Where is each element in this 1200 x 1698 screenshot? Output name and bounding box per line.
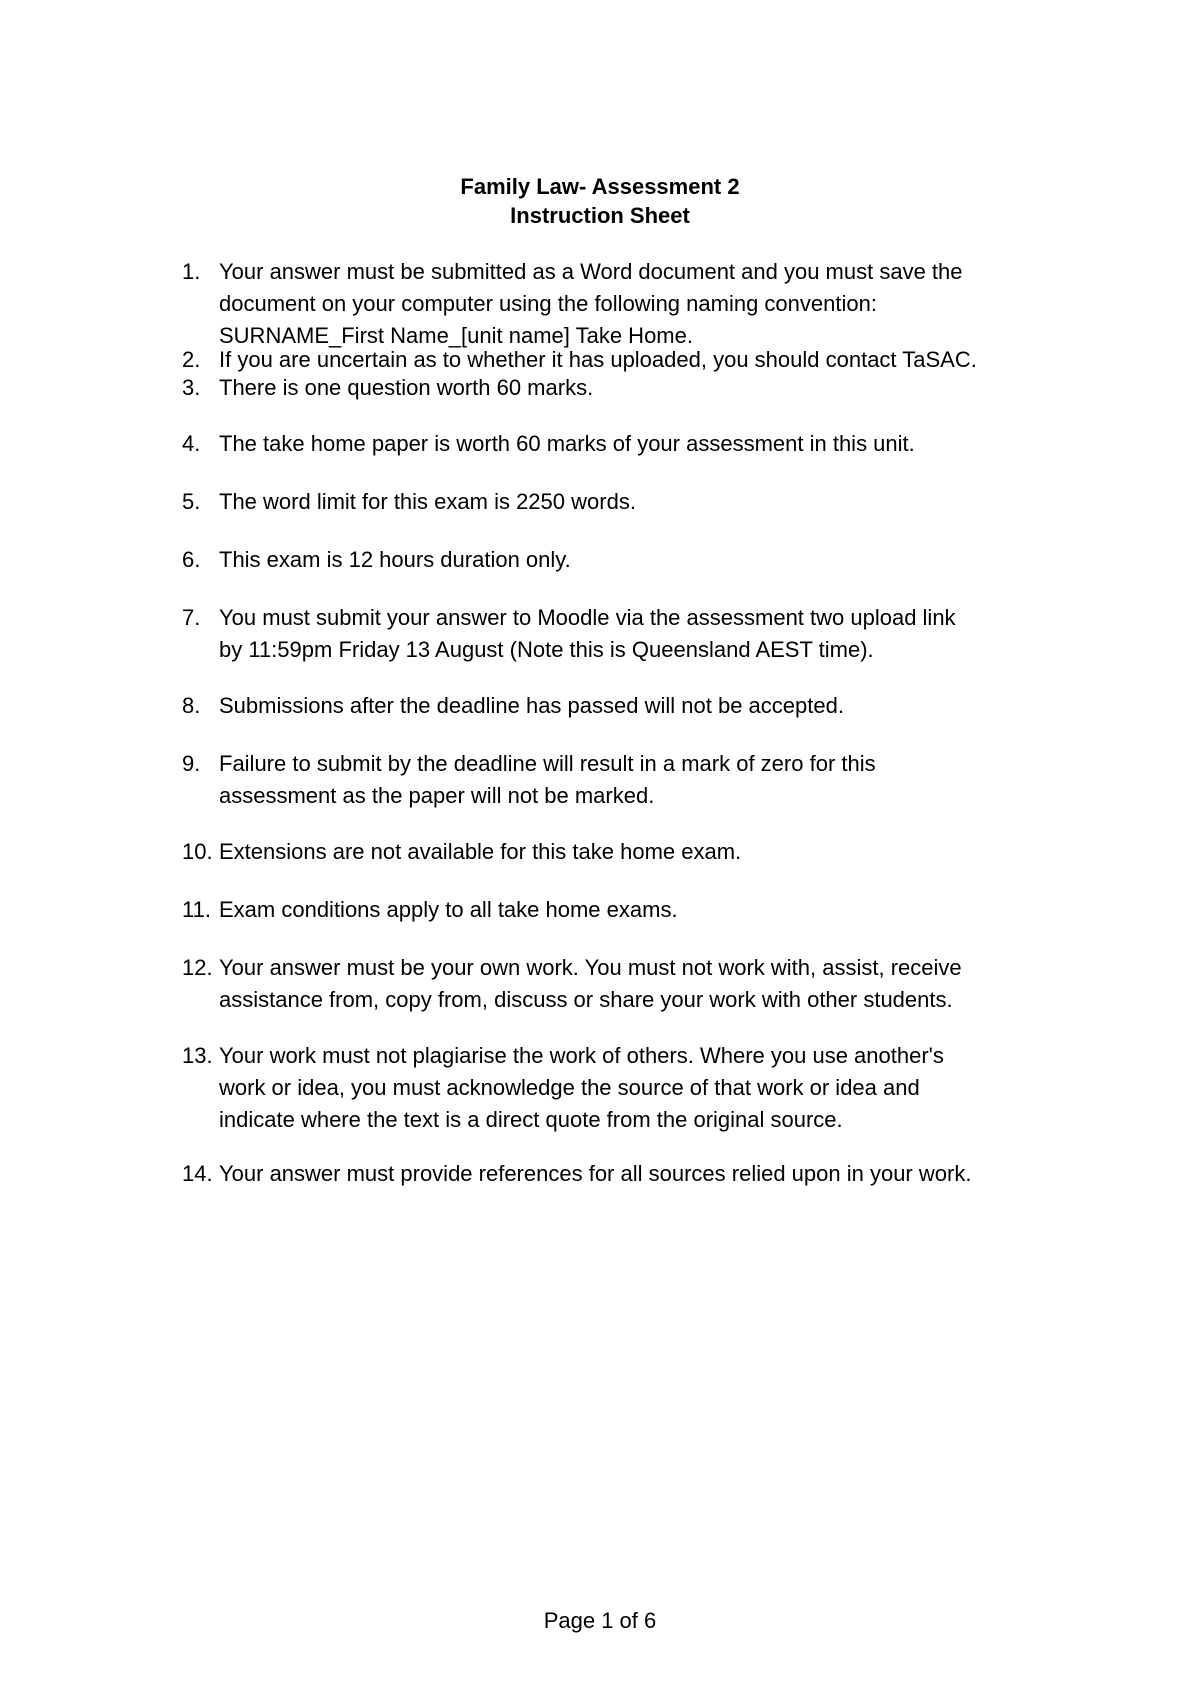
document-title: Family Law- Assessment 2	[460, 174, 740, 199]
instruction-text	[219, 894, 1079, 926]
title-block	[0, 172, 1200, 230]
instruction-text	[219, 952, 1079, 1016]
instruction-text	[219, 690, 1079, 722]
instruction-text	[219, 748, 1079, 812]
instruction-line: work or idea, you must acknowledge the source of that work or idea and	[219, 1075, 920, 1100]
instruction-line: document on your computer using the following naming convention:	[219, 291, 877, 316]
instruction-line: assistance from, copy from, discuss or share your work with other students.	[219, 987, 953, 1012]
instruction-number: 13.	[182, 1043, 213, 1068]
instruction-text	[219, 486, 1079, 518]
instruction-line: Failure to submit by the deadline will result in a mark of zero for this	[219, 751, 876, 776]
instruction-text	[219, 1040, 1079, 1136]
instruction-number: 4.	[182, 431, 201, 456]
instruction-text	[219, 602, 1079, 666]
instruction-line: assessment as the paper will not be marked.	[219, 783, 655, 808]
instruction-number: 6.	[182, 547, 201, 572]
instruction-line: by 11:59pm Friday 13 August (Note this is Queensland AEST time).	[219, 637, 874, 662]
instruction-line: The take home paper is worth 60 marks of your assessment in this unit.	[219, 431, 915, 456]
instruction-number: 8.	[182, 693, 201, 718]
instruction-number: 3.	[182, 375, 201, 400]
instruction-text	[219, 428, 1079, 460]
instruction-number: 7.	[182, 605, 201, 630]
instruction-number: 2.	[182, 347, 201, 372]
instruction-text	[219, 836, 1079, 868]
instruction-line: Submissions after the deadline has passed will not be accepted.	[219, 693, 844, 718]
instruction-line: Exam conditions apply to all take home exams.	[219, 897, 678, 922]
instruction-line: Your answer must provide references for all sources relied upon in your work.	[219, 1161, 972, 1186]
instruction-text	[219, 372, 1079, 404]
instruction-number: 1.	[182, 259, 201, 284]
instruction-line: The word limit for this exam is 2250 words.	[219, 489, 636, 514]
instruction-line: Your work must not plagiarise the work of others. Where you use another's	[219, 1043, 944, 1068]
instruction-line: indicate where the text is a direct quote from the original source.	[219, 1107, 843, 1132]
instruction-line: Extensions are not available for this take home exam.	[219, 839, 742, 864]
instruction-number: 11.	[182, 897, 211, 922]
instruction-line: This exam is 12 hours duration only.	[219, 547, 571, 572]
instruction-line: Your answer must be submitted as a Word document and you must save the	[219, 259, 963, 284]
instruction-text	[219, 1158, 1079, 1190]
instruction-number: 12.	[182, 955, 213, 980]
instruction-line: You must submit your answer to Moodle via the assessment two upload link	[219, 605, 956, 630]
document-subtitle: Instruction Sheet	[510, 203, 690, 228]
instruction-number: 5.	[182, 489, 201, 514]
page-footer: Page 1 of 6	[543, 1608, 657, 1633]
instruction-number: 9.	[182, 751, 201, 776]
instruction-line: There is one question worth 60 marks.	[219, 375, 594, 400]
instruction-number: 10.	[182, 839, 213, 864]
instruction-text	[219, 256, 1079, 352]
instruction-number: 14.	[182, 1161, 213, 1186]
instruction-line: Your answer must be your own work. You must not work with, assist, receive	[219, 955, 962, 980]
instruction-text	[219, 544, 1079, 576]
instruction-line: SURNAME_First Name_[unit name] Take Home.	[219, 323, 693, 348]
instruction-line: If you are uncertain as to whether it has uploaded, you should contact TaSAC.	[219, 347, 977, 372]
